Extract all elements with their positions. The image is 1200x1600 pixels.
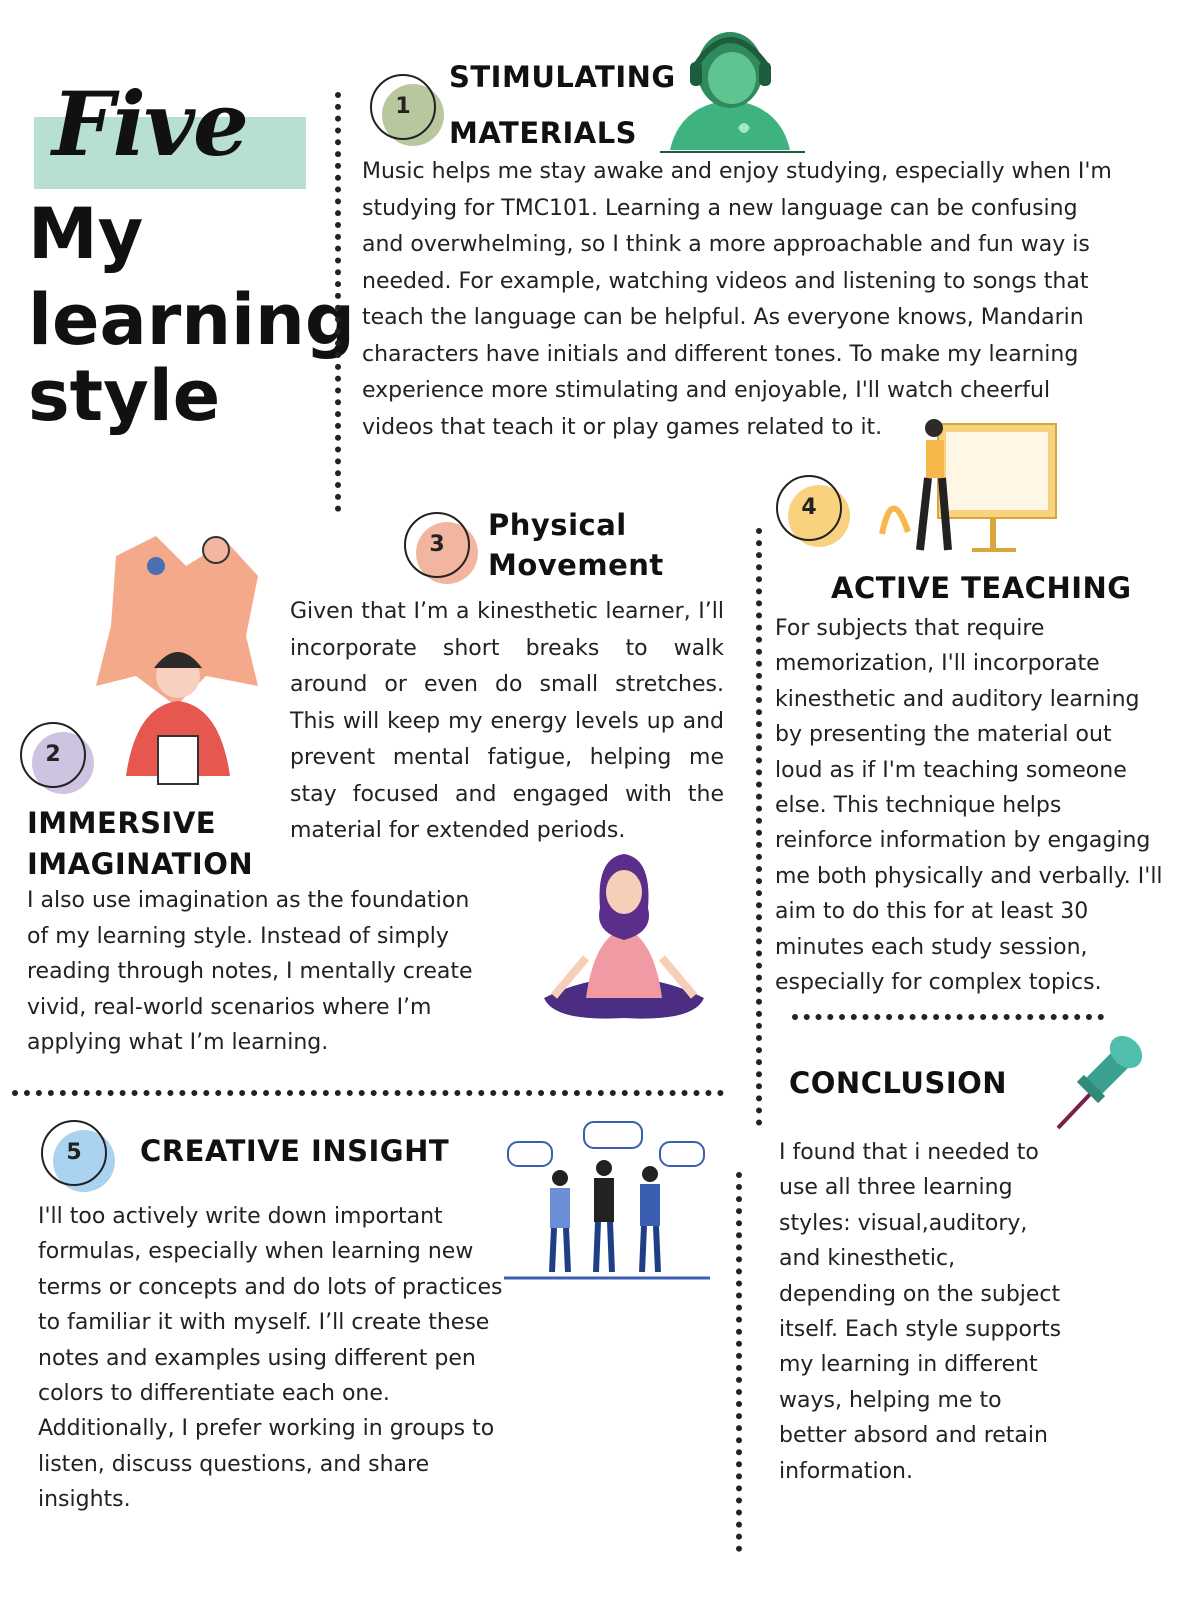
title-line-my: My: [28, 193, 144, 275]
divider-horizontal-left: [12, 1090, 724, 1096]
conclusion-body: I found that i needed to use all three learning styles: visual,auditory, and kinesthetic, depending on the subject itself. Each style supports my learning in different ways, helping me to better absord and retain information.: [779, 1140, 1062, 1484]
section2-body: I also use imagination as the foundation of my learning style. Instead of simply reading through notes, I mentally create vivid, real-world scenarios where I’m applying what I’m learning.: [27, 888, 473, 1055]
badge-5: [41, 1120, 107, 1186]
heading-line: IMMERSIVE: [27, 806, 217, 840]
thinking-girl-illustration: [96, 536, 258, 792]
badge-number: 1: [395, 94, 411, 119]
title-line-learning: learning: [28, 279, 355, 361]
section2-heading: [27, 803, 253, 885]
heading-line: Physical: [488, 508, 627, 542]
section1-body: Music helps me stay awake and enjoy studying, especially when I'm studying for TMC101. Learning a new language can be confusing and overwhelming, so I think a more approachable and fun way is needed. For example, watching videos and listening to songs that teach the language can be helpful. As everyone knows, Mandarin characters have initials and different tones. To make my learning experience more stimulating and enjoyable, I'll watch cheerful videos that teach it or play games related to it.: [362, 159, 1112, 440]
section5-heading: CREATIVE INSIGHT: [140, 1134, 450, 1168]
divider-vertical-top: [335, 92, 341, 512]
section1-heading: [449, 58, 676, 152]
teacher-presentation-illustration: [878, 414, 1058, 556]
section3-body: Given that I’m a kinesthetic learner, I’ll incorporate short breaks to walk around or even do small stretches. This will keep my energy levels up and prevent mental fatigue, helping me stay focused and engaged with the material for extended periods.: [290, 599, 724, 843]
section5-body: I'll too actively write down important formulas, especially when learning new terms or concepts and do lots of practices to familiar it with myself. I’ll create these notes and examples using different pen colors to differentiate each one. Additionally, I prefer working in groups to listen, discuss questions, and share insights.: [38, 1204, 503, 1513]
divider-horizontal-right: [792, 1014, 1104, 1020]
badge-1: [370, 74, 436, 140]
title-five: Five: [52, 72, 248, 176]
badge-number: 2: [45, 742, 61, 767]
badge-number: 4: [801, 495, 817, 520]
badge-number: 5: [66, 1140, 82, 1165]
heading-line: MATERIALS: [449, 116, 638, 150]
conclusion-heading: CONCLUSION: [789, 1066, 1008, 1100]
badge-3: [404, 512, 470, 578]
heading-line: Movement: [488, 548, 664, 582]
divider-vertical-right: [756, 528, 762, 1126]
badge-2: [20, 722, 86, 788]
team-discussion-illustration: [504, 1112, 710, 1282]
heading-line: STIMULATING: [449, 60, 676, 94]
title-line-style: style: [28, 355, 221, 437]
pushpin-icon: [1054, 1030, 1150, 1132]
section4-heading: ACTIVE TEACHING: [831, 571, 1132, 605]
headphones-girl-illustration: [660, 20, 805, 160]
page-title: [28, 193, 355, 437]
heading-line: IMAGINATION: [27, 847, 254, 881]
badge-number: 3: [429, 532, 445, 557]
badge-4: [776, 475, 842, 541]
section3-heading: [488, 505, 664, 585]
meditating-woman-illustration: [544, 848, 704, 1022]
section4-body: For subjects that require memorization, I'll incorporate kinesthetic and auditory learning by presenting the material out loud as if I'm teaching someone else. This technique helps reinforce information by engaging me both physically and verbally. I'll aim to do this for at least 30 minutes each study session, especially for complex topics.: [775, 616, 1163, 996]
divider-vertical-bottom: [736, 1172, 742, 1552]
